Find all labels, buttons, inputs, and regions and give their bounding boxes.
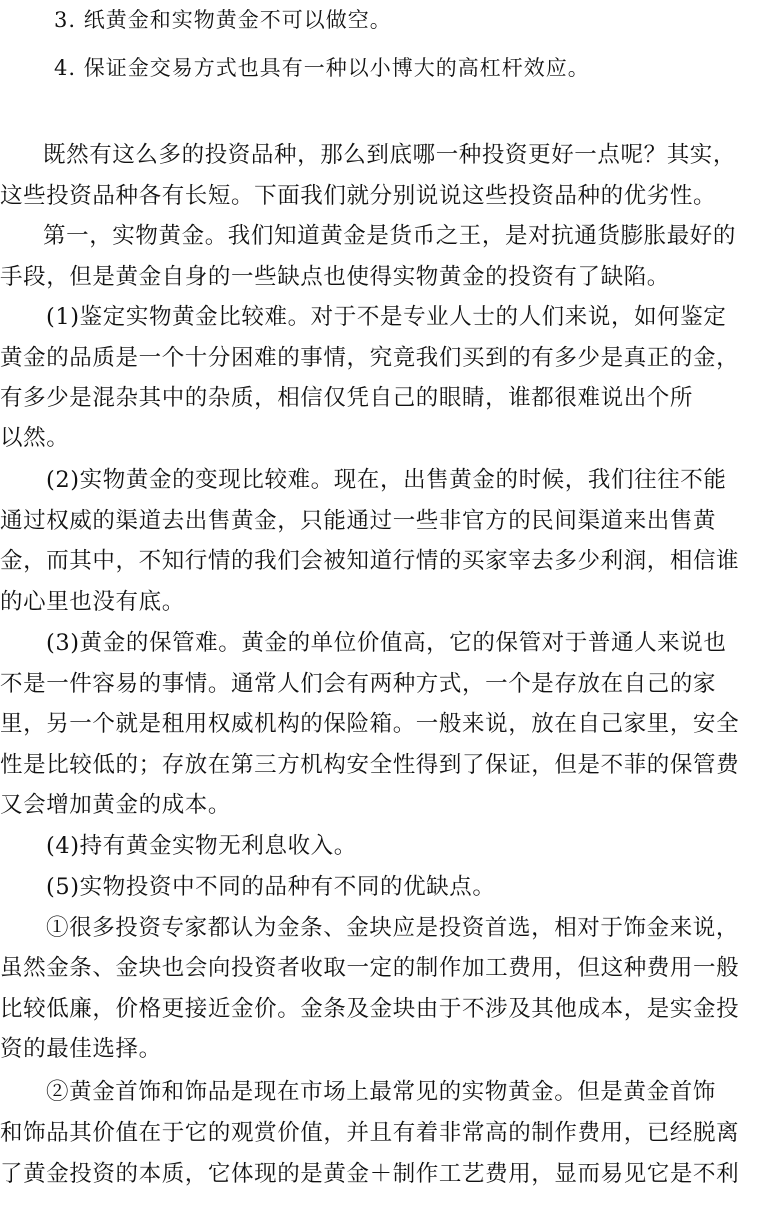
- paragraph-line: 资的最佳选择。: [0, 1036, 162, 1062]
- list-item-3: 3. 纸黄金和实物黄金不可以做空。: [54, 8, 392, 32]
- paragraph-line: (3)黄金的保管难。黄金的单位价值高，它的保管对于普通人来说也: [46, 630, 727, 656]
- paragraph-line: 这些投资品种各有长短。下面我们就分别说说这些投资品种的优劣性。: [0, 183, 717, 209]
- paragraph-line: 里，另一个就是租用权威机构的保险箱。一般来说，放在自己家里，安全: [0, 711, 740, 737]
- list-item-4: 4. 保证金交易方式也具有一种以小博大的高杠杆效应。: [54, 56, 590, 80]
- paragraph-line: ②黄金首饰和饰品是现在市场上最常见的实物黄金。但是黄金首饰: [46, 1079, 716, 1105]
- paragraph-line: 既然有这么多的投资品种，那么到底哪一种投资更好一点呢？其实，: [43, 142, 737, 168]
- paragraph-line: 性是比较低的；存放在第三方机构安全性得到了保证，但是不菲的保管费: [0, 752, 740, 778]
- paragraph-line: ①很多投资专家都认为金条、金块应是投资首选，相对于饰金来说，: [46, 915, 740, 941]
- paragraph-line: (5)实物投资中不同的品种有不同的优缺点。: [46, 874, 496, 900]
- paragraph-line: 又会增加黄金的成本。: [0, 792, 232, 818]
- paragraph-line: 通过权威的渠道去出售黄金，只能通过一些非官方的民间渠道来出售黄: [0, 508, 717, 534]
- paragraph-line: 金，而其中，不知行情的我们会被知道行情的买家宰去多少利润，相信谁: [0, 548, 740, 574]
- paragraph-line: 虽然金条、金块也会向投资者收取一定的制作加工费用，但这种费用一般: [0, 955, 740, 981]
- paragraph-line: 的心里也没有底。: [0, 589, 185, 615]
- paragraph-line: 第一，实物黄金。我们知道黄金是货币之王，是对抗通货膨胀最好的: [43, 223, 737, 249]
- paragraph-line: 以然。: [0, 425, 70, 451]
- paragraph-line: (1)鉴定实物黄金比较难。对于不是专业人士的人们来说，如何鉴定: [46, 304, 727, 330]
- paragraph-line: 不是一件容易的事情。通常人们会有两种方式，一个是存放在自己的家: [0, 671, 717, 697]
- paragraph-line: 黄金的品质是一个十分困难的事情，究竟我们买到的有多少是真正的金，: [0, 345, 740, 371]
- paragraph-line: (4)持有黄金实物无利息收入。: [46, 833, 357, 859]
- paragraph-line: (2)实物黄金的变现比较难。现在，出售黄金的时候，我们往往不能: [46, 467, 727, 493]
- paragraph-line: 和饰品其价值在于它的观赏价值，并且有着非常高的制作费用，已经脱离: [0, 1120, 740, 1146]
- paragraph-line: 了黄金投资的本质，它体现的是黄金＋制作工艺费用，显而易见它是不利: [0, 1161, 740, 1187]
- paragraph-line: 手段，但是黄金自身的一些缺点也使得实物黄金的投资有了缺陷。: [0, 264, 670, 290]
- paragraph-line: 有多少是混杂其中的杂质，相信仅凭自己的眼睛，谁都很难说出个所: [0, 385, 694, 411]
- paragraph-line: 比较低廉，价格更接近金价。金条及金块由于不涉及其他成本，是实金投: [0, 996, 740, 1022]
